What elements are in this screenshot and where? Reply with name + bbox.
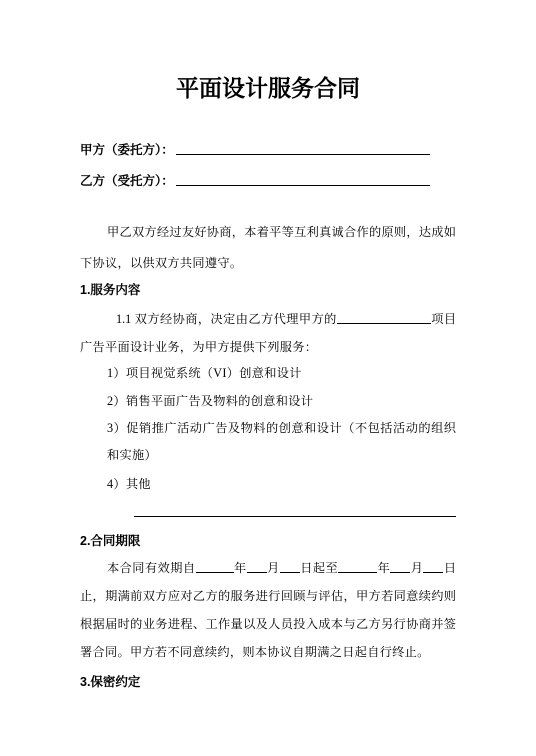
end-year-blank [338, 562, 377, 573]
clause-1-1-line-2: 广告平面设计业务，为甲方提供下列服务： [80, 340, 318, 354]
document-title: 平面设计服务合同 [176, 75, 360, 101]
party-b-name-blank [176, 175, 430, 186]
service-item-3-line-2: 和实施） [107, 448, 157, 462]
end-day-label: 日 [443, 561, 457, 575]
term-line-1 [107, 558, 456, 578]
term-line-4: 署合同。甲方若不同意续约，则本协议自期满之日起自行终止。 [80, 645, 430, 659]
other-services-blank [134, 506, 456, 517]
start-month-label: 月 [266, 561, 280, 575]
clause-1-1-project-suffix: 项目 [430, 312, 457, 326]
end-year-label: 年 [377, 561, 391, 575]
term-start-prefix: 本合同有效期自 [107, 561, 196, 575]
project-name-blank [337, 313, 431, 324]
start-year-blank [196, 562, 234, 573]
term-line-3: 根据届时的业务进程、工作量以及人员投入成本与乙方另行协商并签 [80, 617, 456, 631]
start-year-label: 年 [233, 561, 247, 575]
party-a-row [80, 140, 430, 160]
clause-1-1-line-1 [116, 309, 456, 329]
party-a-name-blank [176, 144, 430, 155]
term-line-2: 止，期满前双方应对乙方的服务进行回顾与评估，甲方若同意续约则 [80, 589, 456, 603]
start-month-blank [247, 562, 267, 573]
start-day-to-label: 日起至 [299, 561, 339, 575]
end-day-blank [423, 562, 443, 573]
service-item-4: 4）其他 [107, 477, 151, 491]
party-b-row [80, 171, 430, 191]
end-month-blank [390, 562, 410, 573]
service-item-3-line-1: 3）促销推广活动广告及物料的创意和设计（不包括活动的组织 [107, 421, 456, 435]
party-b-label: 乙方（受托方）： [80, 174, 174, 188]
other-services-row [134, 502, 456, 522]
clause-1-1-text: 1.1 双方经协商，决定由乙方代理甲方的 [116, 312, 337, 326]
party-a-label: 甲方（委托方）： [80, 143, 174, 157]
end-month-label: 月 [410, 561, 424, 575]
section-3-heading: 3.保密约定 [80, 675, 141, 689]
service-item-2: 2）销售平面广告及物料的创意和设计 [107, 394, 314, 408]
start-day-blank [280, 562, 300, 573]
section-2-heading: 2.合同期限 [80, 534, 141, 548]
section-1-heading: 1.服务内容 [80, 283, 141, 297]
service-item-1: 1）项目视觉系统（VI）创意和设计 [107, 366, 302, 380]
preamble-line-1: 甲乙双方经过友好协商，本着平等互利真诚合作的原则，达成如 [107, 225, 456, 239]
preamble-line-2: 下协议，以供双方共同遵守。 [80, 256, 243, 270]
